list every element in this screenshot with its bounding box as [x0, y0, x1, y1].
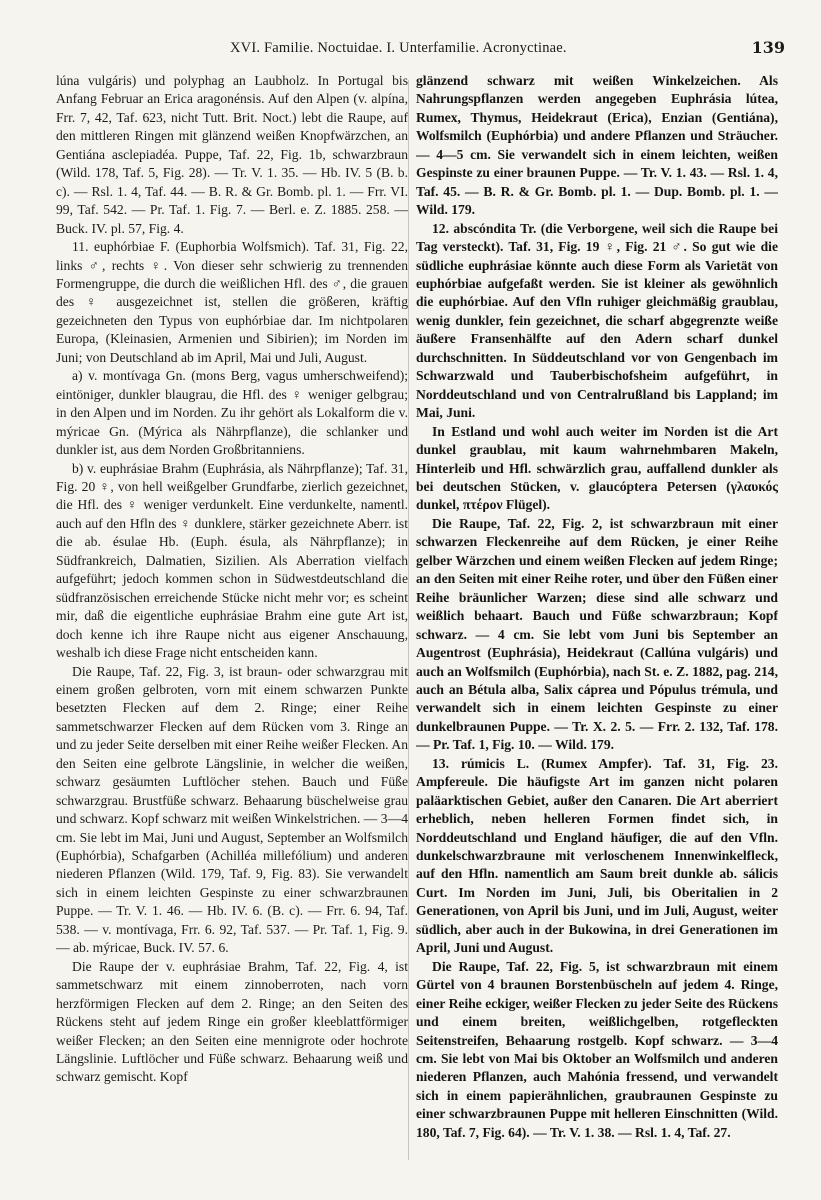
paragraph-variety-euphrasiae: b) v. euphrásiae Brahm (Euphrásia, als Nährpflanze); Taf. 31, Fig. 20 ♀, von hell weißgelber Grundfarbe, zierlich gezeichnet, die Hfl. des ♀ weniger verdunkelt. Eine verdunkelte, namentl. auch auf den Hfln des ♀ dunklere, stärker gezeichnete Aberr. ist die ab. ésulae Hb. (Euph. ésula, als Nährpflanze); in Südfrankreich, Dalmatien, Sizilien. Als Aberration vielfach aufgeführt; jedoch kommen schon in Südwestdeutschland die südfranzösischen erreichende Stücke nicht mehr vor; es scheint mir, daß die eigentliche euphrásiae Brahm eine gute Art ist, doch kenne ich ihre Raupe nicht aus eigener Anschauung, weshalb ich diese Frage nicht entscheiden kann.	[56, 460, 408, 661]
paragraph-caterpillar-rumicis: Die Raupe, Taf. 22, Fig. 5, ist schwarzbraun mit einem Gürtel von 4 braunen Borstenbüscheln auf jedem 4. Ringe, einer Reihe eckiger, weißer Flecken zu jeder Seite des Rückens und einem breiten, weißlichgelben, rotgefleckten Seitenstreifen, Behaarung rostgelb. Kopf schwarz. — 3—4 cm. Sie lebt von Mai bis Oktober an Wolfsmilch und anderen niederen Pflanzen, auch Mahónia fressend, und verwandelt sich in einem papierähnlichen, graubraunen Gespinste zu einer schwarzbraunen Puppe mit helleren Einschnitten (Wild. 180, Taf. 7, Fig. 64). — Tr. V. 1. 38. — Rsl. 1. 4, Taf. 27.	[416, 958, 778, 1140]
paragraph-species-rumicis: 13. rúmicis L. (Rumex Ampfer). Taf. 31, Fig. 23. Ampfereule. Die häufigste Art im ganzen nicht polaren paläarktischen Gebiet, außer den Canaren. Die Art aberriert erheblich, neben helleren Formen findet sich, in Norddeutschland und England häufiger, die auf den Vfln. dunkelschwarzbraune mit verloschenem Innenwinkelfleck, auf den Hfln. namentlich am Saum breit dunkle ab. sálicis Curt. Im Norden im Juni, Juli, bis Oberitalien in 2 Generationen, von April bis Juni, und im Juli, August, weiter südlich, aber auch in der Bukowina, in drei Generationen im April, Juni und August.	[416, 755, 778, 956]
paragraph-variety-montivaga: a) v. montívaga Gn. (mons Berg, vagus umherschweifend); eintöniger, dunkler blaugrau, die Hfl. des ♀ weniger gelbgrau; in den Alpen und im Norden. Zu ihr gehört als Lokalform die v. mýricae Gn. (Mýrica als Nährpflanze), die schlanker und dunkler ist, aus dem Norden Großbritanniens.	[56, 368, 408, 458]
right-column	[416, 72, 778, 1177]
paragraph-caterpillar-continuation: glänzend schwarz mit weißen Winkelzeichen. Als Nahrungspflanzen werden angegeben Euphrásia lútea, Rumex, Thymus, Heidekraut (Erica), Enzian (Gentiána), Wolfsmilch (Euphórbia) und andere Pflanzen und Sträucher. — 4—5 cm. Sie verwandelt sich in einem leichten, weißen Gespinste zu einer braunen Puppe. — Tr. V. 1. 43. — Rsl. 1. 4, Taf. 45. — B. R. & Gr. Bomb. pl. 1. — Dup. Bomb. pl. 1. — Wild. 179.	[416, 73, 778, 218]
paragraph-caterpillar-abscondita: Die Raupe, Taf. 22, Fig. 2, ist schwarzbraun mit einer schwarzen Fleckenreihe auf dem Rücken, je einer Reihe gelber Wärzchen und einem weißen Flecken auf jedem Ringe; an den Seiten mit einer Reihe roter, und über den Füßen einer Reihe bräunlicher Warzen; diese sind alle schwarz und weißlich behaart. Bauch und Füße schwarzbraun; Kopf schwarz. — 4 cm. Sie lebt vom Juni bis September an Augentrost (Euphrásia), Heidekraut (Callúna vulgáris) und auch an Wolfsmilch (Euphórbia), nach St. e. Z. 1882, pag. 214, auch an Bétula alba, Salix cáprea und Pópulus trémula, und verwandelt sich in einem leichten Gespinste zu einer dunkelbraunen Puppe. — Tr. X. 2. 5. — Frr. 2. 132, Taf. 178. — Pr. Taf. 1, Fig. 10. — Wild. 179.	[416, 515, 778, 753]
paragraph-species-abscondita: 12. abscóndita Tr. (die Verborgene, weil sich die Raupe bei Tag versteckt). Taf. 31, Fig. 19 ♀, Fig. 21 ♂. So gut wie die südliche euphrásiae könnte auch diese Form als Varietät von euphórbiae aufgefaßt werden. Sie ist kleiner als gewöhnlich die euphórbiae. Auf den Vfln ruhiger gleichmäßig graublau, wenig dunkler, fein gezeichnet, die scharf abgegrenzte weiße äußere Fransenhälfte auf den Adern scharf dunkel durchschnitten. In Süddeutschland vor von Gengenbach im Schwarzwald und Tauberbischofsheim aufgeführt, in Norddeutschland und von Centralrußland bis Lappland; im Mai, Juni.	[416, 220, 778, 421]
running-header	[60, 38, 785, 62]
page-number: 139	[751, 38, 785, 57]
column-divider	[408, 80, 409, 1160]
paragraph-variety-glaucoptera: In Estland und wohl auch weiter im Norden ist die Art dunkel graublau, mit kaum wahrnehmbaren Makeln, Hinterleib und Hfl. schwärzlich grau, auffallend dunkler als bei deutschen Stücken, v. glaucóptera Petersen (γλαυκός dunkel, πτέρον Flügel).	[416, 423, 778, 513]
left-column	[56, 72, 408, 1177]
paragraph-caterpillar-euphorbiae: Die Raupe, Taf. 22, Fig. 3, ist braun- oder schwarzgrau mit einem großen gelbroten, vorn mit einem schwarzen Punkte besetzten Flecken auf dem 2. Ringe; einer Reihe sammetschwarzer Flecken auf dem Rücken vom 3. Ringe an und zu jeder Seite derselben mit einer Reihe weißer Flecken. An den Seiten eine gelbrote Längslinie, in welcher die weißen, schwarz gesäumten Luftlöcher stehen. Bauch und Füße schwarzgrau. Brustfüße schwarz. Behaarung büschelweise grau und schwarz. Kopf schwarz mit weißen Winkelstrichen. — 3—4 cm. Sie lebt im Mai, Juni und August, September an Wolfsmilch (Euphórbia), Schafgarben (Achilléa millefólium) und anderen niederen Pflanzen (Wild. 179, Taf. 9, Fig. 83). Sie verwandelt sich in einem leichten Gespinste zu einer schwarzbraunen Puppe. — Tr. V. 1. 46. — Hb. IV. 6. (B. c). — Frr. 6. 94, Taf. 538. — v. montívaga, Frr. 6. 92, Taf. 537. — Pr. Taf. 1, Fig. 9. — ab. mýricae, Buck. IV. 57. 6.	[56, 663, 408, 956]
paragraph-caterpillar-euphrasiae: Die Raupe der v. euphrásiae Brahm, Taf. 22, Fig. 4, ist sammetschwarz mit einem zinnoberroten, nach vorn herzförmigen Flecken auf dem 2. Ringe; an den Seiten des Rückens steht auf jedem Ringe ein großer kleeblattförmiger weißer Flecken; an den Seiten eine mennigrote oder hochrote Längslinie. Luftlöcher und Füße schwarz. Behaarung weiß und schwarz gemischt. Kopf	[56, 958, 408, 1085]
paragraph-euphorbiae-continuation: lúna vulgáris) und polyphag an Laubholz. In Portugal bis Anfang Februar an Erica aragonénsis. Auf den Alpen (v. alpína, Frr. 7, 42, Taf. 623, nicht Tutt. Brit. Noct.) lebt die Raupe, auf den mittleren Ringen mit glänzend weißen Knopfwärzchen, an Gentiána asclepiadéa. Puppe, Taf. 22, Fig. 1b, schwarzbraun (Wild. 178, Taf. 5, Fig. 28). — Tr. V. 1. 35. — Hb. IV. 5 (B. b. c). — Rsl. 1. 4, Taf. 44. — B. R. & Gr. Bomb. pl. 1. — Frr. VI. 99, Taf. 542. — Pr. Taf. 1. Fig. 7. — Berl. e. Z. 1885. 258. — Buck. IV. pl. 57, Fig. 4.	[56, 73, 408, 236]
paragraph-species-euphorbiae: 11. euphórbiae F. (Euphorbia Wolfsmich). Taf. 31, Fig. 22, links ♂, rechts ♀. Von dieser sehr schwierig zu trennenden Formengruppe, die durch die weißlichen Hfl. des ♂, die grauen des ♀ ausgezeichnet ist, stellen die größeren, kräftig gezeichneten den Typus von euphórbiae dar. Im nichtpolaren Europa, (Kleinasien, Armenien und Sibirien); im Norden im Juni; von Deutschland ab im April, Mai und Juli, August.	[56, 239, 408, 365]
header-title: XVI. Familie. Noctuidae. I. Unterfamilie. Acronyctinae.	[230, 40, 567, 56]
